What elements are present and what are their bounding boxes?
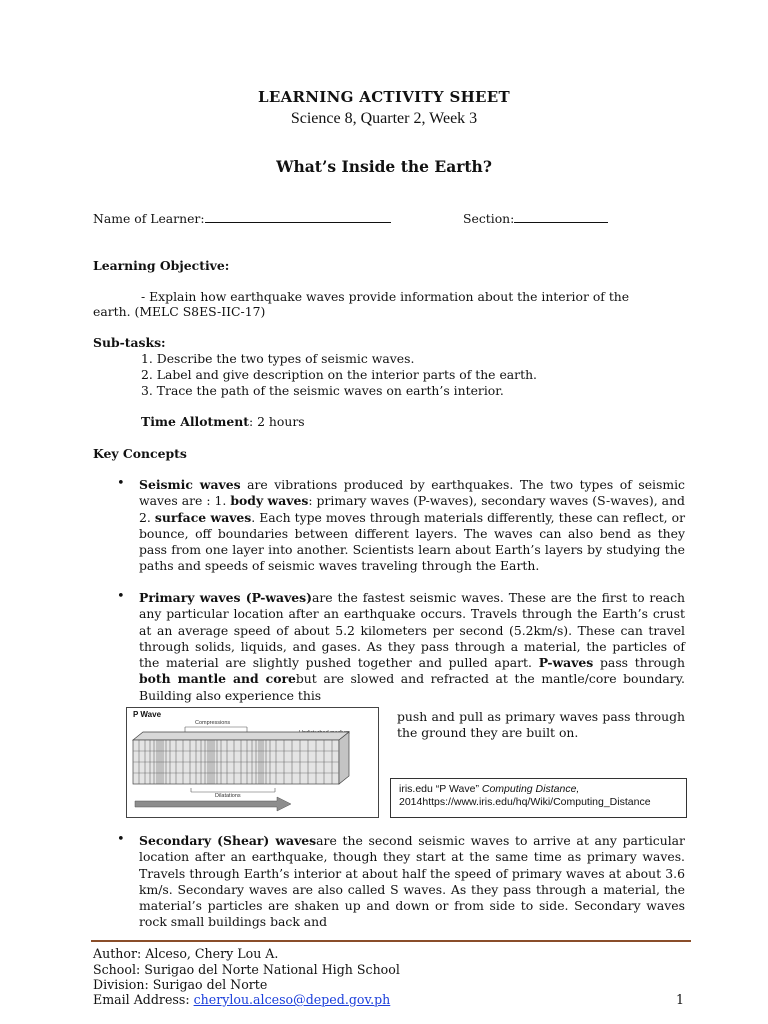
text-run: : primary waves (P-waves), secondary waves (S-waves), and 2. (139, 493, 685, 525)
term-p-waves: P-waves (538, 655, 594, 671)
time-allotment-value: : 2 hours (248, 414, 305, 429)
p-wave-figure (126, 707, 379, 818)
caption-source: iris.edu “P Wave” (399, 783, 482, 795)
term-primary-waves: Primary waves (P-waves) (139, 590, 312, 605)
subtasks-heading: Sub-tasks: (93, 335, 166, 350)
text-run: are vibrations produced by earthquakes. The two types of seismic waves are : 1. (139, 477, 685, 509)
text-run: . Each type moves through materials differently, these can reflect, or bounce, off boundaries between different layers. The waves can also bend as they pass from one layer into another. Scientists learn about Earth’s layers by studying the paths and speeds of seismic waves traveling through the Earth. (139, 509, 686, 574)
secondary-waves-paragraph (139, 833, 685, 931)
learner-name-label: Name of Learner: (93, 211, 205, 226)
key-concepts-heading: Key Concepts (93, 446, 187, 461)
footer-divider (91, 940, 691, 942)
caption-title: Computing Distance, (481, 783, 580, 795)
caption-url[interactable]: 2014https://www.iris.edu/hq/Wiki/Computing_Distance (399, 796, 651, 808)
primary-waves-continuation: push and pull as primary waves pass through the ground they are built on. (397, 709, 685, 741)
footer-division: Division: Surigao del Norte (93, 977, 268, 992)
text-run: pass through (593, 655, 685, 671)
footer-email (93, 992, 390, 1007)
page-number: 1 (676, 992, 685, 1007)
lesson-topic: What’s Inside the Earth? (276, 157, 492, 176)
term-secondary-waves: Secondary (Shear) waves (139, 833, 317, 848)
term-body-waves: body waves (230, 493, 309, 509)
bullet-dot: • (117, 832, 125, 847)
section-label: Section: (463, 211, 515, 226)
footer-author: Author: Alceso, Chery Lou A. (93, 946, 279, 961)
email-link[interactable]: cherylou.alceso@deped.gov.ph (193, 992, 391, 1007)
footer-school: School: Surigao del Norte National High School (93, 962, 400, 977)
figure-label-compressions: Compressions (195, 720, 231, 726)
section-blank[interactable] (514, 211, 608, 223)
time-allotment (141, 414, 305, 430)
text-run: but are slowed and refracted at the mantle/core boundary. Building also experience this (139, 671, 685, 703)
learner-name-blank[interactable] (205, 211, 391, 223)
p-wave-block-illustration (127, 708, 378, 817)
bullet-dot: • (117, 589, 125, 604)
footer-email-label: Email Address: (93, 992, 194, 1007)
text-run: are the fastest seismic waves. These are the first to reach any particular location after an earthquake occurs. Travels through the Earth’s crust at an average speed of about 5.2 kilometers per second (5.2km/s). These can travel through solids, liquids, and gases. As they pass through a material, the particles of the material are slightly pushed together and pulled apart. (139, 590, 685, 671)
objective-heading: Learning Objective: (93, 258, 230, 273)
bullet-dot: • (117, 476, 125, 491)
seismic-waves-paragraph (139, 477, 685, 575)
term-mantle-core: both mantle and core (139, 671, 296, 687)
figure-label-dilatations: Dilatations (215, 793, 241, 799)
objective-line-1: - Explain how earthquake waves provide information about the interior of the (141, 289, 630, 304)
term-seismic-waves: Seismic waves (139, 477, 241, 492)
sheet-subtitle: Science 8, Quarter 2, Week 3 (290, 110, 478, 127)
subtask-item: 2. Label and give description on the interior parts of the earth. (141, 367, 537, 382)
term-surface-waves: surface waves (154, 509, 252, 525)
figure-source-caption (390, 778, 687, 818)
learner-name-field[interactable] (93, 211, 391, 226)
time-allotment-label: Time Allotment (141, 414, 249, 429)
subtask-item: 3. Trace the path of the seismic waves on earth’s interior. (141, 383, 504, 398)
figure-title: P Wave (133, 710, 162, 719)
subtask-item: 1. Describe the two types of seismic waves. (141, 351, 415, 366)
text-run: are the second seismic waves to arrive at any particular location after an earthquake, though they start at the same time as primary waves. Travels through Earth’s interior at about half the speed of primary waves at about 3.6 km/s. Secondary waves are also called S waves. As they pass through a material, the material’s particles are shaken up and down or from side to side. Secondary waves rock small buildings back and (139, 833, 685, 930)
sheet-title: LEARNING ACTIVITY SHEET (258, 88, 510, 106)
primary-waves-paragraph (139, 590, 685, 704)
objective-line-2: earth. (MELC S8ES-IIC-17) (93, 304, 266, 319)
section-field[interactable] (463, 211, 608, 226)
